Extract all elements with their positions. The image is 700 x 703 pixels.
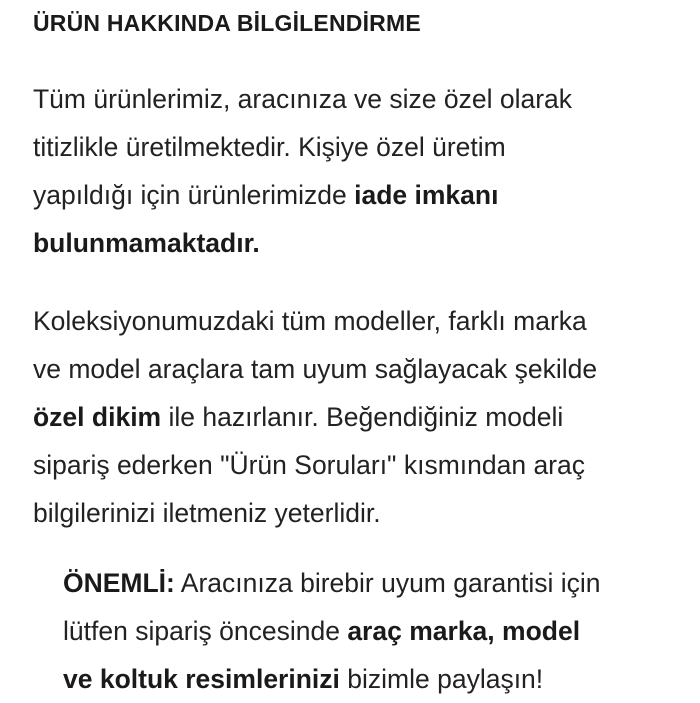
important-notice [63, 559, 683, 703]
p1-line3-bold: iade imkanı [354, 180, 499, 210]
p2-line3-bold: özel dikim [33, 402, 162, 432]
p2-line3-text: ile hazırlanır. Beğendiğiniz modeli [161, 402, 564, 432]
notice-line2-text: lütfen sipariş öncesinde [63, 616, 348, 646]
p2-line2: ve model araçlara tam uyum sağlayacak şekilde [33, 354, 598, 384]
notice-label: ÖNEMLİ: [63, 568, 175, 598]
page-title: ÜRÜN HAKKINDA BİLGİLENDİRME [33, 10, 421, 36]
notice-line3-bold: ve koltuk resimlerinizi [63, 664, 340, 694]
p2-line5: bilgilerinizi iletmeniz yeterlidir. [33, 498, 381, 528]
p1-line4-bold: bulunmamaktadır. [33, 228, 260, 258]
p1-line1: Tüm ürünlerimiz, aracınıza ve size özel olarak [33, 84, 573, 114]
notice-line2-bold: araç marka, model [347, 616, 581, 646]
p2-line4: sipariş ederken "Ürün Soruları" kısmından araç [33, 450, 585, 480]
notice-line3-text: bizimle paylaşın! [339, 664, 544, 694]
p1-line3-text: yapıldığı için ürünlerimizde [33, 180, 355, 210]
paragraph-custom-fit [33, 297, 683, 537]
notice-line1-text: Aracınıza birebir uyum garantisi için [174, 568, 601, 598]
product-info-document [33, 0, 683, 703]
p2-line1: Koleksiyonumuzdaki tüm modeller, farklı marka [33, 306, 587, 336]
paragraph-custom-production [33, 75, 683, 267]
p1-line2: titizlikle üretilmektedir. Kişiye özel üretim [33, 132, 506, 162]
